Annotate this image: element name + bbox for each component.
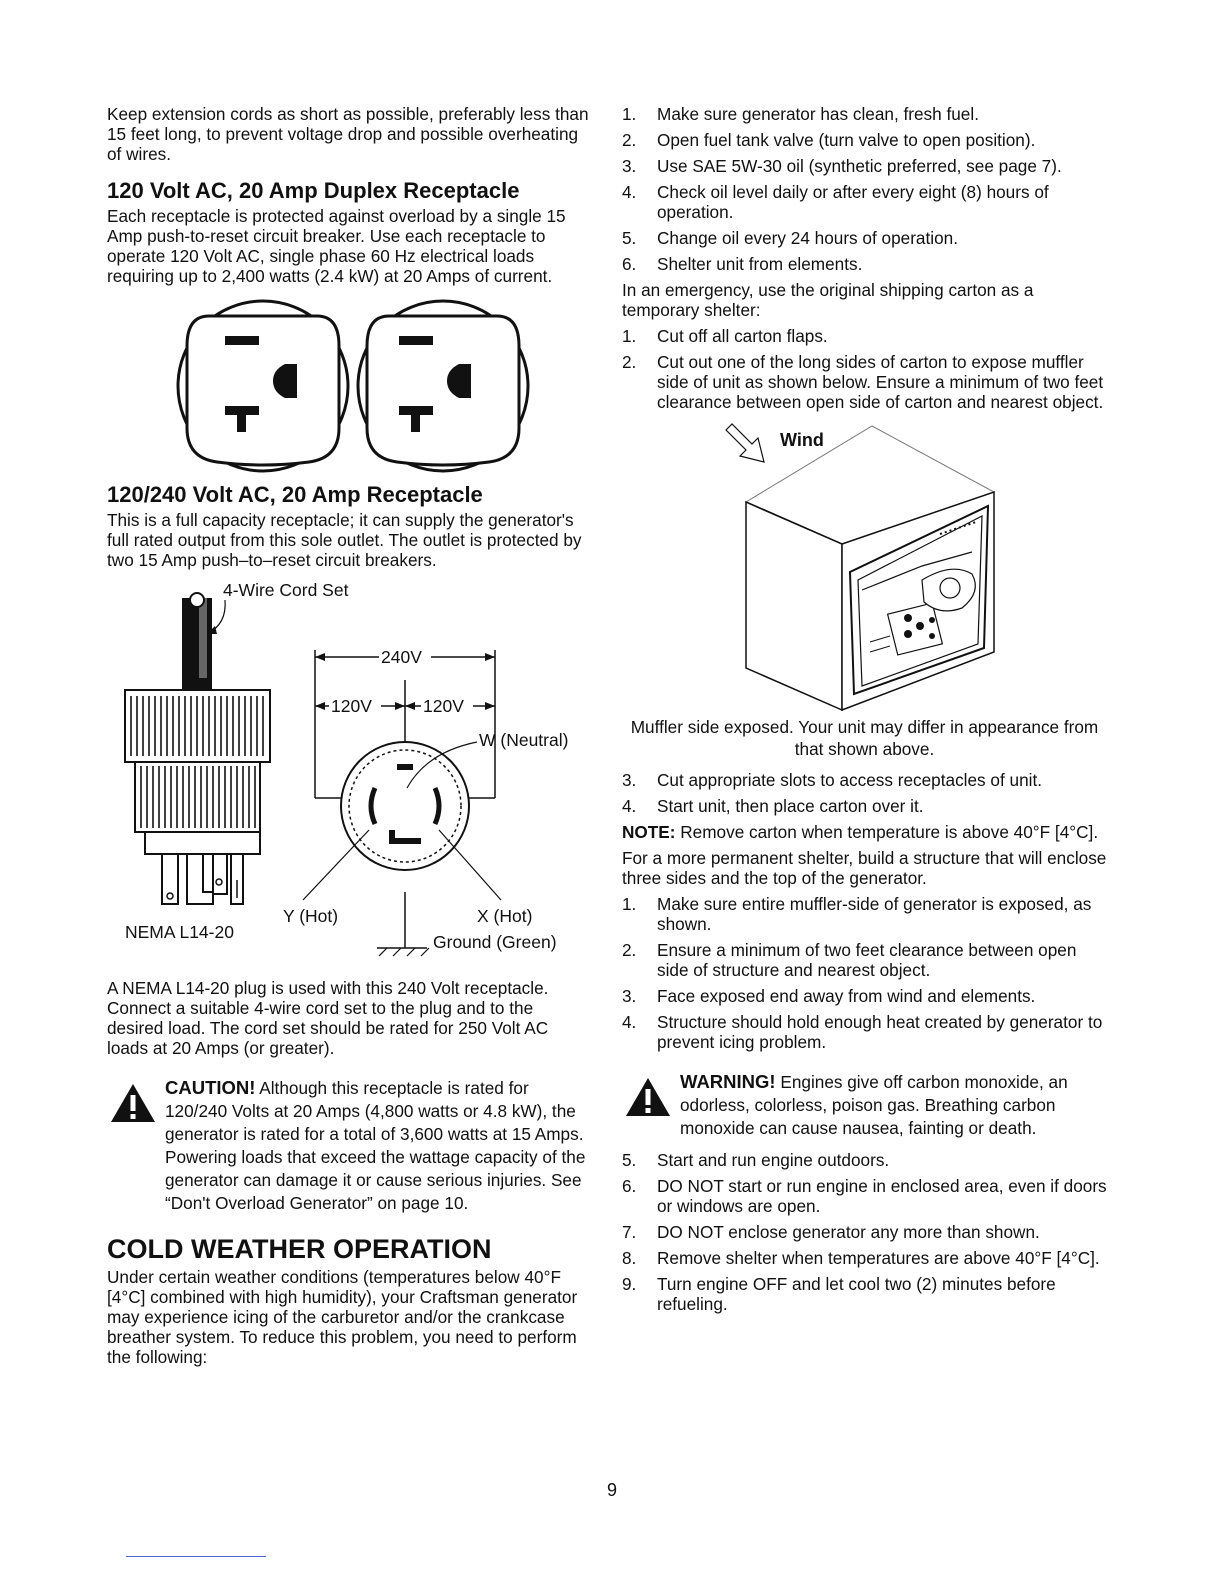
neutral-label: W (Neutral) (479, 730, 569, 750)
x-hot-label: X (Hot) (477, 906, 533, 926)
fuel-oil-list (622, 104, 1107, 274)
page-number: 9 (606, 1480, 617, 1500)
nema-plug-figure (107, 580, 592, 960)
warning-block (622, 1070, 1107, 1140)
caution-block (107, 1076, 592, 1215)
ground-label: Ground (Green) (433, 932, 557, 952)
list-item: 1. Make sure generator has clean, fresh fuel. (622, 104, 979, 124)
list-item: 4. Structure should hold enough heat created by generator to prevent icing problem. (622, 1012, 1103, 1052)
emergency-paragraph: In an emergency, use the original shipping carton as a temporary shelter: (622, 280, 1034, 320)
list-item: 1. Make sure entire muffler-side of generator is exposed, as shown. (622, 894, 1092, 934)
carton-list-continued (622, 770, 1107, 816)
duplex-receptacle-paragraph: Each receptacle is protected against overload by a single 15 Amp push-to-reset circuit breaker. Use each receptacle to operate 120 Volt AC, single phase 60 Hz electrical loads requiring up to 2,400 watts (2.4 kW) at 20 Amps of current. (107, 206, 566, 286)
carton-box-icon (746, 426, 994, 710)
cold-weather-heading: COLD WEATHER OPERATION (107, 1234, 492, 1264)
list-item: 1. Cut off all carton flaps. (622, 326, 828, 346)
duplex-receptacle-heading: 120 Volt AC, 20 Amp Duplex Receptacle (107, 178, 520, 203)
y-hot-label: Y (Hot) (283, 906, 339, 926)
list-item: 9. Turn engine OFF and let cool two (2) minutes before refueling. (622, 1274, 1056, 1314)
list-item: 8. Remove shelter when temperatures are above 40°F [4°C]. (622, 1248, 1100, 1268)
list-item: 2. Open fuel tank valve (turn valve to open position). (622, 130, 1036, 150)
engine-list (622, 1150, 1107, 1314)
nema-plug-icon (125, 690, 270, 904)
warning-triangle-icon (624, 1076, 672, 1118)
list-item: 7. DO NOT enclose generator any more than shown. (622, 1222, 1040, 1242)
figure-caption: Muffler side exposed. Your unit may differ in appearance from that shown above. (630, 717, 1099, 759)
wind-label: Wind (780, 430, 824, 450)
right-column (622, 104, 1107, 1314)
list-item: 4. Check oil level daily or after every eight (8) hours of operation. (622, 182, 1049, 222)
outlet-right (358, 301, 528, 471)
l14-20-receptacle-icon (341, 742, 469, 870)
list-item: 5. Start and run engine outdoors. (622, 1150, 890, 1170)
cord-icon (182, 598, 212, 694)
list-item: 6. DO NOT start or run engine in enclosed area, even if doors or windows are open. (622, 1176, 1107, 1216)
list-item: 2. Ensure a minimum of two feet clearance between open side of structure and nearest object. (622, 940, 1077, 980)
footer-rule (126, 1556, 266, 1557)
warning-label: WARNING! (680, 1071, 776, 1092)
nema-plug-paragraph: A NEMA L14-20 plug is used with this 240 Volt receptacle. Connect a suitable 4-wire cord set to the plug and to the desired load. The cord set should be rated for 250 Volt AC loads at 20 Amps (or greater). (107, 978, 549, 1058)
list-item: 3. Cut appropriate slots to access receptacles of unit. (622, 770, 1043, 790)
note-paragraph (622, 822, 1107, 842)
duplex-receptacle-figure (107, 286, 592, 476)
cold-weather-paragraph: Under certain weather conditions (temperatures below 40°F [4°C] combined with high humidity), your Craftsman generator may experience icing of the carburetor and/or the crankcase breather system. To reduce this problem, you need to perform the following: (107, 1267, 578, 1367)
nema-label: NEMA L14-20 (125, 922, 234, 942)
label-120v-left: 120V (331, 696, 372, 716)
shelter-list (622, 894, 1107, 1052)
note-text: Remove carton when temperature is above 40°F [4°C]. (680, 822, 1099, 842)
wind-arrow-icon (726, 424, 764, 462)
caution-label: CAUTION! (165, 1077, 256, 1098)
list-item: 2. Cut out one of the long sides of carton to expose muffler side of unit as shown below. Ensure a minimum of two feet clearance between open side of carton and nearest object. (622, 352, 1104, 412)
extension-cord-paragraph: Keep extension cords as short as possible, preferably less than 15 feet long, to prevent voltage drop and possible overheating of wires. (107, 104, 589, 164)
label-240v: 240V (381, 647, 422, 667)
generator-carton-figure (622, 412, 1107, 712)
outlet-left (178, 301, 348, 471)
receptacle-240-heading: 120/240 Volt AC, 20 Amp Receptacle (107, 482, 483, 507)
note-label: NOTE: (622, 822, 676, 842)
list-item: 4. Start unit, then place carton over it. (622, 796, 924, 816)
receptacle-240-paragraph: This is a full capacity receptacle; it can supply the generator's full rated output from this sole outlet. The outlet is protected by two 15 Amp push–to–reset circuit breakers. (107, 510, 582, 570)
list-item: 3. Face exposed end away from wind and elements. (622, 986, 1036, 1006)
caution-triangle-icon (109, 1082, 157, 1124)
permanent-shelter-paragraph: For a more permanent shelter, build a structure that will enclose three sides and the top of the generator. (622, 848, 1107, 888)
warning-text: Engines give off carbon monoxide, an odorless, colorless, poison gas. Breathing carbon monoxide can cause nausea, fainting or death. (680, 1072, 1068, 1138)
label-120v-right: 120V (423, 696, 464, 716)
list-item: 5. Change oil every 24 hours of operation. (622, 228, 958, 248)
list-item: 6. Shelter unit from elements. (622, 254, 863, 274)
left-column (107, 104, 592, 1367)
list-item: 3. Use SAE 5W-30 oil (synthetic preferred, see page 7). (622, 156, 1062, 176)
carton-list (622, 326, 1107, 412)
caution-text: Although this receptacle is rated for 120/240 Volts at 20 Amps (4,800 watts or 4.8 kW), the generator is rated for a total of 3,600 watts at 15 Amps. Powering loads that exceed the wattage capacity of the generator can damage it or cause serious injuries. See “Don't Overload Generator” on page 10. (165, 1078, 586, 1213)
cord-set-label: 4-Wire Cord Set (223, 580, 349, 600)
